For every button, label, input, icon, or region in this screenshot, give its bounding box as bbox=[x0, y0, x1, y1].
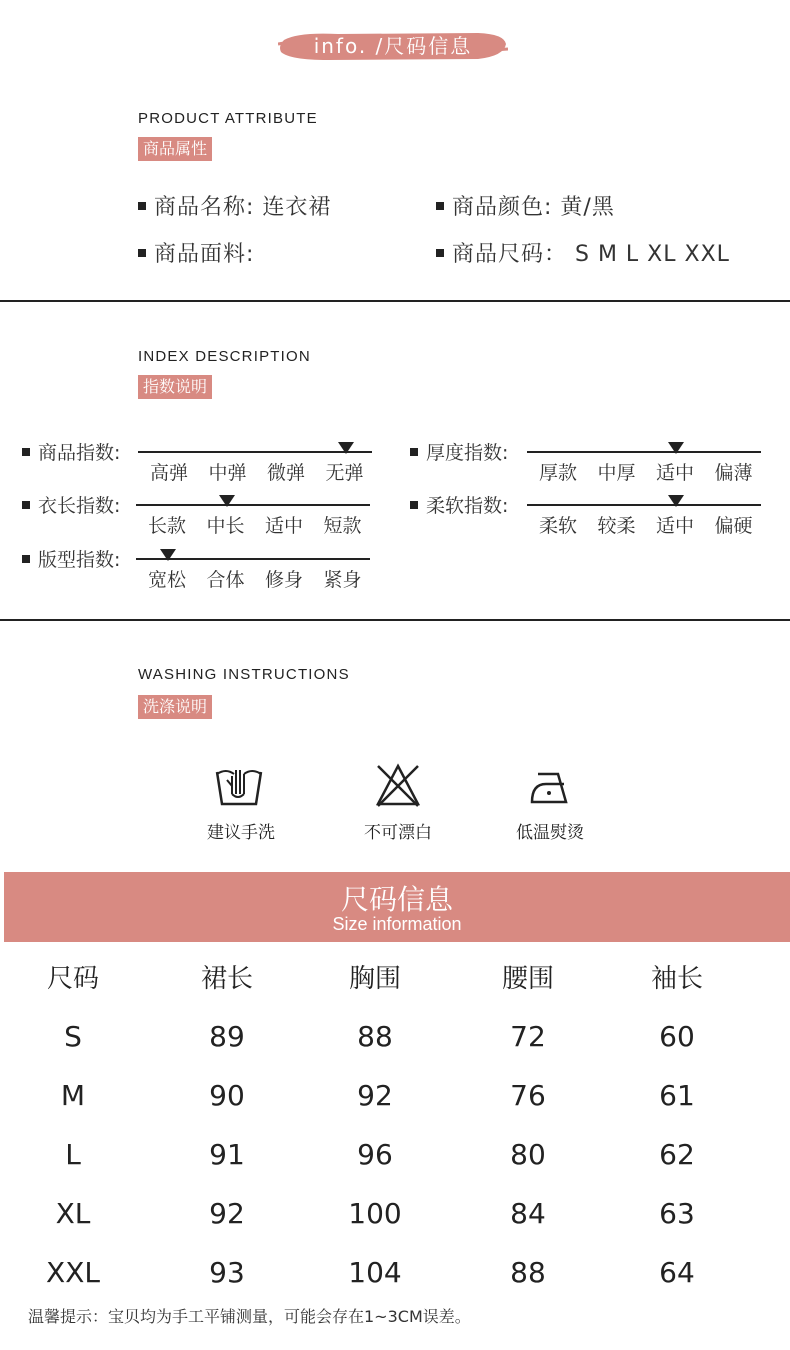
product-attribute-title: PRODUCT ATTRIBUTE bbox=[138, 110, 318, 127]
index-option: 适中 bbox=[656, 515, 695, 537]
table-cell: 92 bbox=[357, 1079, 393, 1112]
table-cell: 61 bbox=[659, 1079, 695, 1112]
wash-label-iron: 低温熨烫 bbox=[516, 823, 584, 843]
index-option: 偏薄 bbox=[714, 462, 753, 484]
table-cell: 62 bbox=[659, 1138, 695, 1171]
index-marker-icon bbox=[668, 442, 684, 454]
section-divider bbox=[0, 619, 790, 621]
bullet-icon bbox=[138, 249, 146, 257]
attr-fabric: 商品面料: bbox=[138, 237, 254, 268]
table-cell: XL bbox=[55, 1197, 91, 1230]
index-option: 适中 bbox=[265, 515, 304, 537]
table-cell: 80 bbox=[510, 1138, 546, 1171]
index-label: 衣长指数: bbox=[22, 491, 120, 518]
table-cell: 89 bbox=[209, 1020, 245, 1053]
index-option: 厚款 bbox=[539, 462, 578, 484]
index-option: 中弹 bbox=[208, 462, 247, 484]
table-header: 裙长 bbox=[200, 964, 253, 994]
table-cell: 64 bbox=[659, 1256, 695, 1289]
index-label: 商品指数: bbox=[22, 438, 120, 465]
index-option: 微弹 bbox=[267, 462, 306, 484]
no-bleach-icon bbox=[374, 762, 422, 808]
wash-label-bleach: 不可漂白 bbox=[364, 823, 432, 843]
bullet-icon bbox=[436, 249, 444, 257]
index-option: 修身 bbox=[265, 569, 304, 591]
table-cell: 60 bbox=[659, 1020, 695, 1053]
table-cell: S bbox=[64, 1020, 82, 1053]
index-marker-icon bbox=[338, 442, 354, 454]
index-option: 较柔 bbox=[597, 515, 636, 537]
index-option: 柔软 bbox=[539, 515, 578, 537]
table-cell: 76 bbox=[510, 1079, 546, 1112]
table-cell: 84 bbox=[510, 1197, 546, 1230]
table-header: 胸围 bbox=[348, 964, 401, 994]
washing-title: WASHING INSTRUCTIONS bbox=[138, 666, 350, 683]
table-cell: L bbox=[65, 1138, 81, 1171]
index-label: 版型指数: bbox=[22, 545, 120, 572]
bullet-icon bbox=[410, 501, 418, 509]
product-attribute-badge: 商品属性 bbox=[138, 137, 212, 161]
table-header: 袖长 bbox=[650, 964, 703, 994]
table-cell: 88 bbox=[357, 1020, 393, 1053]
table-cell: 104 bbox=[348, 1256, 402, 1289]
attr-color: 商品颜色: 黄/黑 bbox=[436, 190, 615, 221]
index-option: 紧身 bbox=[323, 569, 362, 591]
index-option: 合体 bbox=[206, 569, 245, 591]
washing-badge: 洗涤说明 bbox=[138, 695, 212, 719]
low-iron-icon bbox=[530, 770, 570, 806]
bullet-icon bbox=[410, 448, 418, 456]
table-cell: 100 bbox=[348, 1197, 402, 1230]
index-scale-line bbox=[527, 451, 761, 453]
index-scale-line bbox=[136, 504, 370, 506]
table-cell: M bbox=[60, 1079, 86, 1112]
size-info-banner bbox=[4, 872, 790, 942]
table-cell: 93 bbox=[209, 1256, 245, 1289]
index-option: 无弹 bbox=[325, 462, 364, 484]
index-marker-icon bbox=[219, 495, 235, 507]
bullet-icon bbox=[138, 202, 146, 210]
bullet-icon bbox=[22, 448, 30, 456]
bullet-icon bbox=[22, 555, 30, 563]
index-description-badge: 指数说明 bbox=[138, 375, 212, 399]
index-marker-icon bbox=[668, 495, 684, 507]
index-option: 短款 bbox=[323, 515, 362, 537]
table-header: 腰围 bbox=[501, 964, 554, 994]
table-cell: 90 bbox=[209, 1079, 245, 1112]
index-marker-icon bbox=[160, 549, 176, 561]
index-option: 中长 bbox=[206, 515, 245, 537]
header-banner-text: info. /尺码信息 bbox=[313, 34, 473, 58]
size-info-title: 尺码信息 bbox=[340, 883, 453, 916]
table-cell: 91 bbox=[209, 1138, 245, 1171]
table-cell: 72 bbox=[510, 1020, 546, 1053]
bullet-icon bbox=[436, 202, 444, 210]
table-cell: 96 bbox=[357, 1138, 393, 1171]
index-option: 中厚 bbox=[597, 462, 636, 484]
attr-size: 商品尺码： S M L XL XXL bbox=[436, 237, 730, 268]
table-cell: 63 bbox=[659, 1197, 695, 1230]
index-description-title: INDEX DESCRIPTION bbox=[138, 348, 311, 365]
index-option: 偏硬 bbox=[714, 515, 753, 537]
index-option: 适中 bbox=[656, 462, 695, 484]
table-cell: 92 bbox=[209, 1197, 245, 1230]
index-option: 宽松 bbox=[148, 569, 187, 591]
attr-name: 商品名称: 连衣裙 bbox=[138, 190, 331, 221]
header-banner bbox=[278, 30, 508, 62]
index-label: 厚度指数: bbox=[410, 438, 508, 465]
table-header: 尺码 bbox=[46, 964, 99, 994]
table-cell: 88 bbox=[510, 1256, 546, 1289]
index-option: 长款 bbox=[148, 515, 187, 537]
index-option: 高弹 bbox=[150, 462, 189, 484]
table-cell: XXL bbox=[46, 1256, 100, 1289]
measurement-note: 温馨提示：宝贝均为手工平铺测量，可能会存在1~3CM误差。 bbox=[28, 1307, 471, 1326]
section-divider bbox=[0, 300, 790, 302]
index-scale-line bbox=[527, 504, 761, 506]
bullet-icon bbox=[22, 501, 30, 509]
wash-label-hand: 建议手洗 bbox=[207, 823, 275, 843]
size-info-subtitle: Size information bbox=[332, 914, 462, 934]
hand-wash-icon bbox=[214, 764, 264, 808]
index-label: 柔软指数: bbox=[410, 491, 508, 518]
